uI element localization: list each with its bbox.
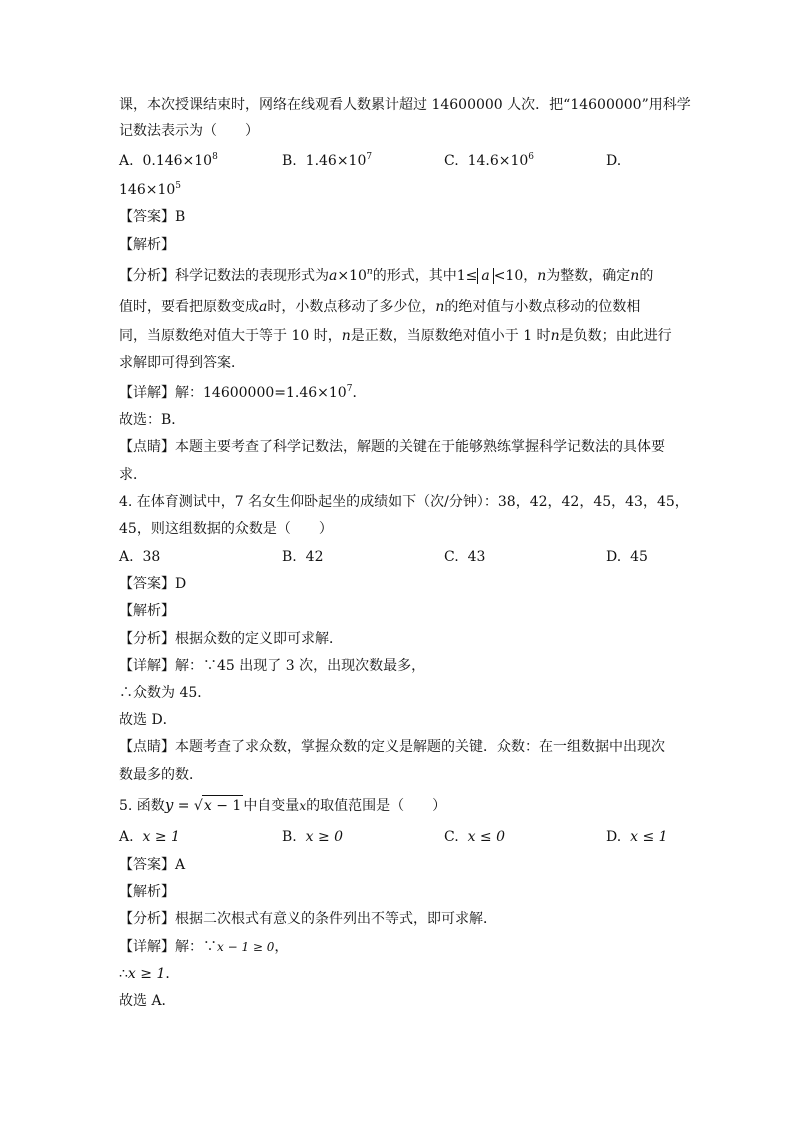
q4-fenxi: 【分析】根据众数的定义即可求解． (119, 631, 343, 647)
q5-option-c: C. x ≤ 0 (444, 829, 506, 845)
q4-option-d: D. 45 (606, 549, 648, 565)
q3-stem-line-1: 课，本次授课结束时，网络在线观看人数累计超过 14600000 人次．把“14600000”用科学 (119, 97, 691, 113)
q4-answer: 【答案】D (119, 576, 187, 592)
q5-stem: 5. 函数y = √x − 1 中自变量x的取值范围是（ ） (119, 796, 447, 814)
q5-answer: 【答案】A (119, 857, 186, 873)
q4-stem-line-1: 4. 在体育测试中，7 名女生仰卧起坐的成绩如下（次/分钟）：38，42，42，45，43，45， (119, 494, 689, 510)
q5-option-b: B. x ≥ 0 (282, 829, 344, 845)
q5-fenxi: 【分析】根据二次根式有意义的条件列出不等式，即可求解． (119, 911, 497, 927)
q3-option-a: A. $0.146\times 10^8$ (119, 152, 218, 169)
q3-comment-line-1: 【点睛】本题主要考查了科学记数法，解题的关键在于能够熟练掌握科学记数法的具体要 (119, 439, 665, 455)
q4-comment-line-2: 数最多的数． (119, 767, 203, 783)
q3-fenxi-line-2: 值时，要看把原数变成a时，小数点移动了多少位，n的绝对值与小数点移动的位数相 (119, 299, 641, 315)
q3-answer: 【答案】B (119, 209, 186, 225)
q4-detail-line-1: 【详解】解：∵45 出现了 3 次，出现次数最多， (119, 658, 426, 674)
q4-option-a: A. 38 (119, 549, 161, 565)
q3-option-c: C. $14.6\times 10^6$ (444, 152, 535, 169)
q3-option-d-value: $146\times 10^5$ (119, 181, 182, 198)
q3-fenxi-line-4: 求解即可得到答案． (119, 355, 245, 371)
q3-option-d-letter: D. (606, 153, 622, 169)
q3-comment-line-2: 求． (119, 467, 147, 483)
q3-analysis-label: 【解析】 (119, 237, 175, 253)
q4-analysis-label: 【解析】 (119, 603, 175, 619)
q5-option-a: A. x ≥ 1 (119, 829, 180, 845)
q5-detail-line-2: ∴x ≥ 1． (119, 966, 180, 982)
q3-choose: 故选：B． (119, 412, 186, 428)
q5-option-d: D. x ≤ 1 (606, 829, 668, 845)
q4-option-c: C. 43 (444, 549, 486, 565)
q4-choose: 故选 D． (119, 712, 177, 728)
q3-option-b: B. $1.46\times 10^7$ (282, 152, 373, 169)
q3-fenxi-line-3: 同，当原数绝对值大于等于 10 时，n是正数，当原数绝对值小于 1 时n是负数；由此进行 (119, 328, 672, 344)
q4-detail-line-2: ∴众数为 45． (119, 685, 212, 701)
q4-stem-line-2: 45，则这组数据的众数是（ ） (119, 521, 333, 537)
q4-option-b: B. 42 (282, 549, 324, 565)
q5-detail-line-1: 【详解】解：∵x − 1 ≥ 0， (119, 939, 289, 955)
q4-comment-line-1: 【点睛】本题考查了求众数，掌握众数的定义是解题的关键．众数：在一组数据中出现次 (119, 739, 665, 755)
q3-fenxi-line-1: 【分析】科学记数法的表现形式为$a\times 10^n$的形式，其中1≤ a <10，n为整数，确定n的 (119, 267, 654, 284)
q5-analysis-label: 【解析】 (119, 884, 175, 900)
q3-stem-line-2: 记数法表示为（ ） (119, 123, 259, 139)
q5-choose: 故选 A． (119, 993, 176, 1009)
q3-detail: 【详解】解：$14600000=1.46\times 10^7$． (119, 384, 367, 401)
